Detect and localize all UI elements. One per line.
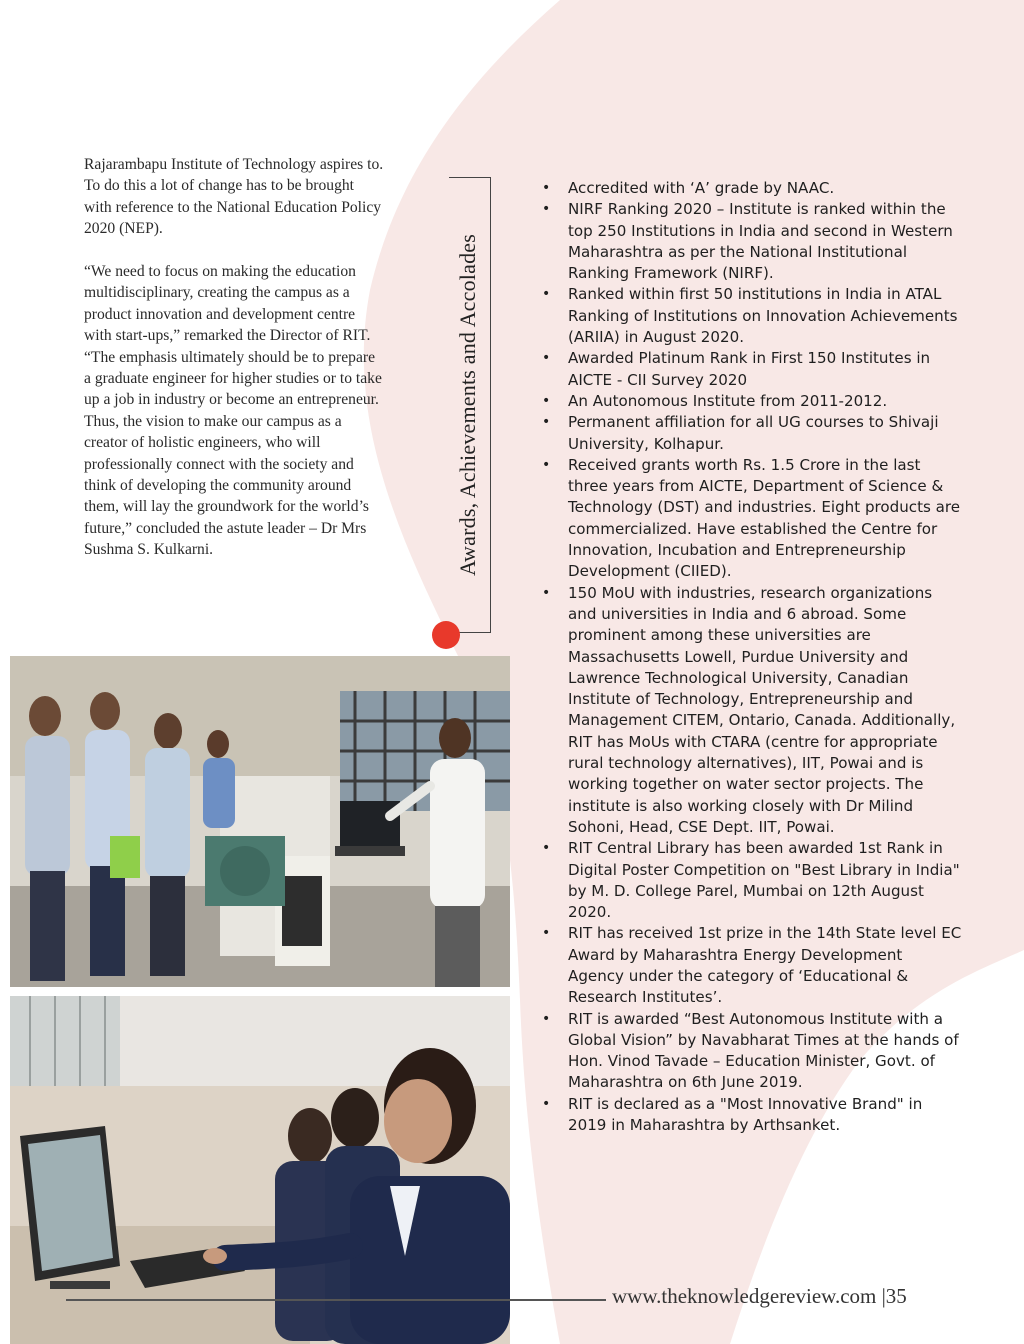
accolades-list: [542, 178, 962, 1136]
list-item: • RIT Central Library has been awarded 1st Rank in Digital Poster Competition on "Best Library in India" by M. D. College Parel, Mumbai on 12th August 2020.: [542, 838, 962, 923]
list-item: • NIRF Ranking 2020 – Institute is ranked within the top 250 Institutions in India and second in Western Maharashtra as per the National Institutional Ranking Framework (NIRF).: [542, 199, 962, 284]
footer-rule: [66, 1299, 606, 1301]
intro-paragraph: Rajarambapu Institute of Technology aspires to. To do this a lot of change has to be brought with reference to the National Education Policy 2020 (NEP).: [84, 156, 384, 238]
list-item: • Accredited with ‘A’ grade by NAAC.: [542, 178, 962, 199]
list-item: • An Autonomous Institute from 2011-2012.: [542, 391, 962, 412]
list-item: • Awarded Platinum Rank in First 150 Institutes in AICTE - CII Survey 2020: [542, 348, 962, 391]
lab-demonstration-photo: [10, 656, 510, 987]
list-item: • Permanent affiliation for all UG courses to Shivaji University, Kolhapur.: [542, 412, 962, 455]
section-title: Awards, Achievements and Accolades: [455, 233, 480, 577]
footer-url-page: www.theknowledgereview.com |35: [612, 1284, 907, 1308]
list-item: • 150 MoU with industries, research organizations and universities in India and 6 abroad. Some prominent among these universities are Massachusetts Lowell, Purdue University and Lawrence Technological University, Canadian Institute of Technology, Entrepreneurship and Management CITEM, Ontario, Canada. Additionally, RIT has MoUs with CTARA (centre for appropriate rural technology alternatives), IIT, Powai and is working together on water sector projects. The institute is also working closely with Dr Milind Sohoni, Head, CSE Dept. IIT, Powai.: [542, 583, 962, 839]
intro-column: [84, 154, 384, 561]
list-item: • RIT has received 1st prize in the 14th State level EC Award by Maharashtra Energy Development Agency under the category of ‘Educational & Research Institutes’.: [542, 923, 962, 1008]
list-item: • Received grants worth Rs. 1.5 Crore in the last three years from AICTE, Department of Science & Technology (DST) and industries. Eight products are commercialized. Have established the Centre for Innovation, Incubation and Entrepreneurship Development (CIIED).: [542, 455, 962, 583]
list-item: • RIT is declared as a "Most Innovative Brand" in 2019 in Maharashtra by Arthsanket.: [542, 1094, 962, 1137]
list-item: • Ranked within first 50 institutions in India in ATAL Ranking of Institutions on Innovation Achievements (ARIIA) in August 2020.: [542, 284, 962, 348]
accent-dot: [432, 621, 460, 649]
director-quote-paragraph: “We need to focus on making the education multidisciplinary, creating the campus as a product innovation and development centre with start-ups,” remarked the Director of RIT. “The emphasis ultimately should be to prepare a graduate engineer for higher studies or to take up a job in industry or become an entrepreneur. Thus, the vision to make our campus as a creator of holistic engineers, who will professionally connect with the society and think of developing the community around them, will lay the groundwork for the world’s future,” concluded the astute leader – Dr Mrs Sushma S. Kulkarni.: [84, 263, 382, 559]
list-item: • RIT is awarded “Best Autonomous Institute with a Global Vision” by Navabharat Times at the hands of Hon. Vinod Tavade – Education Minister, Govt. of Maharashtra on 6th June 2019.: [542, 1009, 962, 1094]
computer-lab-photo: [10, 996, 510, 1344]
